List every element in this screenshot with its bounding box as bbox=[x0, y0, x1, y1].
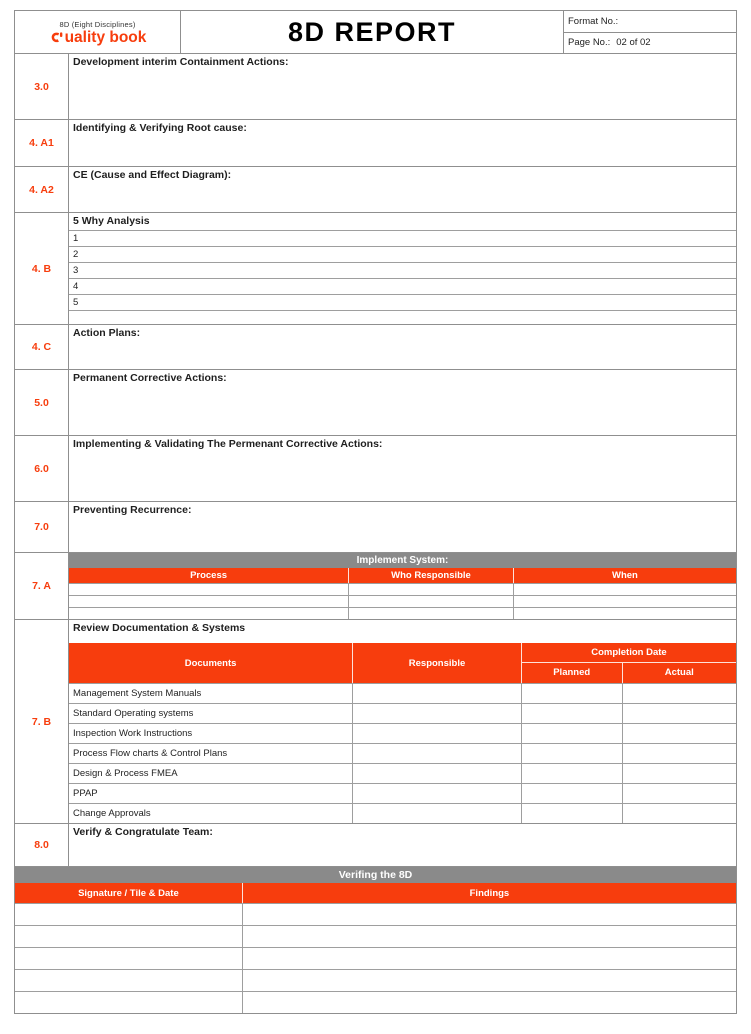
document-name: Standard Operating systems bbox=[69, 704, 353, 723]
responsible-cell[interactable] bbox=[353, 704, 522, 723]
actual-date-cell[interactable] bbox=[623, 724, 736, 743]
verify-table-title: Verifing the 8D bbox=[15, 866, 736, 883]
col-header-responsible: Responsible bbox=[353, 643, 522, 683]
section-4a1-label: Identifying & Verifying Root cause: bbox=[73, 122, 247, 134]
who-responsible-cell[interactable] bbox=[349, 596, 514, 607]
section-7-label: Preventing Recurrence: bbox=[73, 504, 192, 516]
col-header-documents: Documents bbox=[69, 643, 353, 683]
section-4c bbox=[15, 324, 736, 369]
section-4a2-label: CE (Cause and Effect Diagram): bbox=[73, 169, 232, 181]
section-4c-number: 4. C bbox=[15, 325, 69, 369]
section-7b-number: 7. B bbox=[15, 620, 69, 823]
completion-date-label: Completion Date bbox=[522, 643, 736, 663]
verify-row bbox=[15, 947, 736, 969]
col-header-actual: Actual bbox=[664, 667, 694, 678]
section-3 bbox=[15, 53, 736, 119]
section-4a1 bbox=[15, 119, 736, 166]
section-8-number: 8.0 bbox=[15, 824, 69, 866]
findings-cell[interactable] bbox=[243, 926, 736, 947]
section-4a1-field[interactable] bbox=[69, 120, 736, 166]
section-5-number: 5.0 bbox=[15, 370, 69, 435]
section-4a1-number: 4. A1 bbox=[15, 120, 69, 166]
planned-date-cell[interactable] bbox=[522, 764, 623, 783]
col-header-process: Process bbox=[69, 568, 349, 583]
planned-date-cell[interactable] bbox=[522, 704, 623, 723]
section-6-number: 6.0 bbox=[15, 436, 69, 501]
document-row bbox=[69, 703, 736, 723]
findings-cell[interactable] bbox=[243, 948, 736, 969]
document-row bbox=[69, 743, 736, 763]
document-name: PPAP bbox=[69, 784, 353, 803]
actual-date-cell[interactable] bbox=[623, 804, 736, 823]
signature-cell[interactable] bbox=[15, 948, 243, 969]
section-7-number: 7.0 bbox=[15, 502, 69, 552]
implement-system-header bbox=[69, 568, 736, 583]
section-6-field[interactable] bbox=[69, 436, 736, 501]
section-4a2 bbox=[15, 166, 736, 212]
who-responsible-cell[interactable] bbox=[349, 608, 514, 619]
why-row-2[interactable]: 2 bbox=[69, 246, 736, 262]
actual-date-cell[interactable] bbox=[623, 744, 736, 763]
responsible-cell[interactable] bbox=[353, 804, 522, 823]
document-name: Process Flow charts & Control Plans bbox=[69, 744, 353, 763]
when-cell[interactable] bbox=[514, 596, 736, 607]
signature-cell[interactable] bbox=[15, 970, 243, 991]
actual-date-cell[interactable] bbox=[623, 704, 736, 723]
document-row bbox=[69, 803, 736, 823]
responsible-cell[interactable] bbox=[353, 784, 522, 803]
section-3-label: Development interim Containment Actions: bbox=[73, 56, 289, 68]
verify-row bbox=[15, 925, 736, 947]
planned-date-cell[interactable] bbox=[522, 684, 623, 703]
when-cell[interactable] bbox=[514, 608, 736, 619]
col-header-signature-title-date: Signature / Tile & Date bbox=[15, 883, 243, 903]
section-4a2-field[interactable] bbox=[69, 167, 736, 212]
planned-date-cell[interactable] bbox=[522, 724, 623, 743]
header-meta bbox=[564, 11, 736, 53]
responsible-cell[interactable] bbox=[353, 744, 522, 763]
responsible-cell[interactable] bbox=[353, 764, 522, 783]
findings-cell[interactable] bbox=[243, 970, 736, 991]
document-name: Change Approvals bbox=[69, 804, 353, 823]
documents-table-header bbox=[69, 643, 736, 683]
actual-date-cell[interactable] bbox=[623, 764, 736, 783]
when-cell[interactable] bbox=[514, 584, 736, 595]
section-7b-label: Review Documentation & Systems bbox=[73, 622, 246, 634]
section-4b-label: 5 Why Analysis bbox=[73, 215, 150, 227]
findings-cell[interactable] bbox=[243, 992, 736, 1013]
section-4a2-number: 4. A2 bbox=[15, 167, 69, 212]
verify-row bbox=[15, 991, 736, 1013]
why-row-3[interactable]: 3 bbox=[69, 262, 736, 278]
section-4b-number: 4. B bbox=[15, 213, 69, 324]
section-5-label: Permanent Corrective Actions: bbox=[73, 372, 227, 384]
section-8-label: Verify & Congratulate Team: bbox=[73, 826, 213, 838]
actual-date-cell[interactable] bbox=[623, 684, 736, 703]
completion-date-subcols bbox=[522, 663, 736, 683]
section-7a bbox=[15, 552, 736, 619]
report-page bbox=[14, 10, 737, 1014]
responsible-cell[interactable] bbox=[353, 684, 522, 703]
section-6 bbox=[15, 435, 736, 501]
verify-row bbox=[15, 969, 736, 991]
document-row bbox=[69, 683, 736, 703]
planned-date-cell[interactable] bbox=[522, 744, 623, 763]
report-title: 8D REPORT bbox=[181, 11, 564, 53]
page-no-row bbox=[564, 32, 736, 54]
section-3-field[interactable] bbox=[69, 54, 736, 119]
col-header-when: When bbox=[612, 570, 638, 581]
col-header-planned: Planned bbox=[522, 663, 623, 683]
process-cell[interactable] bbox=[69, 596, 349, 607]
section-5 bbox=[15, 369, 736, 435]
section-4c-field[interactable] bbox=[69, 325, 736, 369]
document-row bbox=[69, 723, 736, 743]
planned-date-cell[interactable] bbox=[522, 784, 623, 803]
why-row-5[interactable]: 5 bbox=[69, 294, 736, 310]
implement-system-table bbox=[69, 553, 736, 619]
col-header-who-responsible: Who Responsible bbox=[349, 568, 514, 583]
section-7b bbox=[15, 619, 736, 823]
section-4b bbox=[15, 212, 736, 324]
logo-brand-text: uality book bbox=[64, 28, 147, 46]
section-4b-table bbox=[69, 213, 736, 324]
findings-cell[interactable] bbox=[243, 904, 736, 925]
section-8 bbox=[15, 823, 736, 866]
section-7 bbox=[15, 501, 736, 552]
section-6-label: Implementing & Validating The Permenant Corrective Actions: bbox=[73, 438, 383, 450]
quality-book-logo-icon bbox=[49, 30, 64, 45]
responsible-cell[interactable] bbox=[353, 724, 522, 743]
section-4c-label: Action Plans: bbox=[73, 327, 141, 339]
quality-book-logo bbox=[49, 30, 147, 45]
process-cell[interactable] bbox=[69, 608, 349, 619]
section-3-number: 3.0 bbox=[15, 54, 69, 119]
col-header-findings: Findings bbox=[469, 887, 510, 899]
signature-cell[interactable] bbox=[15, 992, 243, 1013]
implement-system-row bbox=[69, 595, 736, 607]
report-header bbox=[15, 11, 736, 53]
page-no-label: Page No.: bbox=[568, 37, 611, 49]
format-no-label: Format No.: bbox=[568, 15, 619, 27]
implement-system-row bbox=[69, 607, 736, 619]
process-cell[interactable] bbox=[69, 584, 349, 595]
format-no-row bbox=[564, 11, 736, 32]
implement-system-row bbox=[69, 583, 736, 595]
section-7-field[interactable] bbox=[69, 502, 736, 552]
document-row bbox=[69, 763, 736, 783]
document-name: Inspection Work Instructions bbox=[69, 724, 353, 743]
logo-cell bbox=[15, 11, 181, 53]
section-5-field[interactable] bbox=[69, 370, 736, 435]
why-row-4[interactable]: 4 bbox=[69, 278, 736, 294]
implement-system-title: Implement System: bbox=[69, 553, 736, 568]
section-7a-number: 7. A bbox=[15, 553, 69, 619]
section-8-field[interactable] bbox=[69, 824, 736, 866]
page-no-value: 02 of 02 bbox=[616, 37, 651, 49]
actual-date-cell[interactable] bbox=[623, 784, 736, 803]
why-row-1[interactable]: 1 bbox=[69, 230, 736, 246]
signature-cell[interactable] bbox=[15, 904, 243, 925]
col-header-completion-date bbox=[522, 643, 736, 683]
logo-subtitle: 8D (Eight Disciplines) bbox=[59, 19, 136, 29]
why-row-extra[interactable] bbox=[69, 310, 736, 323]
document-name: Design & Process FMEA bbox=[69, 764, 353, 783]
planned-date-cell[interactable] bbox=[522, 804, 623, 823]
verify-row bbox=[15, 903, 736, 925]
review-documentation-table bbox=[69, 620, 736, 823]
who-responsible-cell[interactable] bbox=[349, 584, 514, 595]
signature-cell[interactable] bbox=[15, 926, 243, 947]
document-row bbox=[69, 783, 736, 803]
document-name: Management System Manuals bbox=[69, 684, 353, 703]
verify-table-header bbox=[15, 883, 736, 903]
